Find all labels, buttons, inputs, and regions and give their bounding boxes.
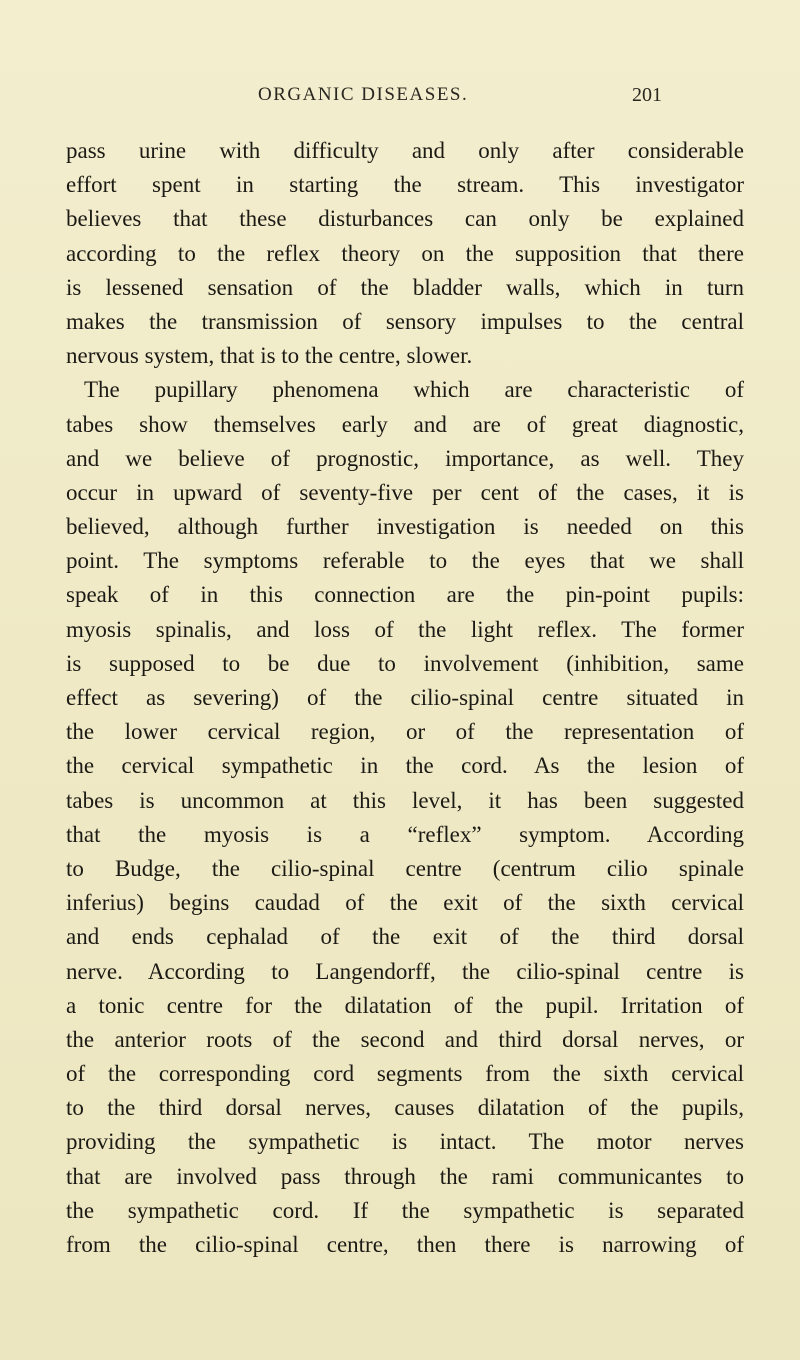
text-line: and ends cephalad of the exit of the third dorsal bbox=[66, 924, 744, 950]
text-line: to the third dorsal nerves, causes dilatation of the pupils, bbox=[66, 1095, 744, 1121]
text-line: the cervical sympathetic in the cord. As the lesion of bbox=[66, 753, 744, 779]
text-line: providing the sympathetic is intact. The motor nerves bbox=[66, 1129, 744, 1155]
text-line: to Budge, the cilio-spinal centre (centrum cilio spinale bbox=[66, 855, 744, 881]
running-head: ORGANIC DISEASES. bbox=[258, 84, 469, 105]
text-line: and we believe of prognostic, importance, as well. They bbox=[66, 445, 744, 471]
text-line: the anterior roots of the second and third dorsal nerves, or bbox=[66, 1026, 744, 1052]
page-header bbox=[0, 84, 800, 114]
text-line: believed, although further investigation is needed on this bbox=[66, 514, 744, 540]
text-line: The pupillary phenomena which are characteristic of bbox=[84, 377, 744, 403]
text-line: is supposed to be due to involvement (inhibition, same bbox=[66, 650, 744, 676]
text-line: a tonic centre for the dilatation of the pupil. Irritation of bbox=[66, 992, 744, 1018]
text-line: according to the reflex theory on the supposition that there bbox=[66, 240, 744, 266]
text-line: of the corresponding cord segments from the sixth cervical bbox=[66, 1061, 744, 1087]
text-line: nerve. According to Langendorff, the cilio-spinal centre is bbox=[66, 958, 744, 984]
text-line: believes that these disturbances can only be explained bbox=[66, 206, 744, 232]
text-line: effort spent in starting the stream. This investigator bbox=[66, 172, 744, 198]
text-line: point. The symptoms referable to the eyes that we shall bbox=[66, 548, 744, 574]
body-text bbox=[66, 134, 744, 1262]
text-line: nervous system, that is to the centre, slower. bbox=[66, 343, 473, 369]
text-line: myosis spinalis, and loss of the light reflex. The former bbox=[66, 616, 744, 642]
text-line: pass urine with difficulty and only after considerable bbox=[66, 138, 744, 163]
text-line: from the cilio-spinal centre, then there is narrowing of bbox=[66, 1232, 744, 1257]
page-number: 201 bbox=[632, 84, 662, 106]
text-line: is lessened sensation of the bladder walls, which in turn bbox=[66, 274, 744, 300]
text-line: tabes is uncommon at this level, it has been suggested bbox=[66, 787, 744, 813]
text-line: effect as severing) of the cilio-spinal centre situated in bbox=[66, 685, 744, 710]
text-line: speak of in this connection are the pin-point pupils: bbox=[66, 582, 744, 608]
text-line: that the myosis is a “reflex” symptom. According bbox=[66, 821, 744, 847]
text-line: inferius) begins caudad of the exit of the sixth cervical bbox=[66, 890, 744, 916]
text-line: the sympathetic cord. If the sympathetic is separated bbox=[66, 1197, 744, 1223]
text-line: tabes show themselves early and are of great diagnostic, bbox=[66, 411, 744, 437]
text-line: makes the transmission of sensory impulses to the central bbox=[66, 308, 744, 334]
text-line: occur in upward of seventy-five per cent of the cases, it is bbox=[66, 479, 744, 505]
text-line: that are involved pass through the rami communicantes to bbox=[66, 1163, 744, 1189]
text-line: the lower cervical region, or of the representation of bbox=[66, 719, 744, 745]
